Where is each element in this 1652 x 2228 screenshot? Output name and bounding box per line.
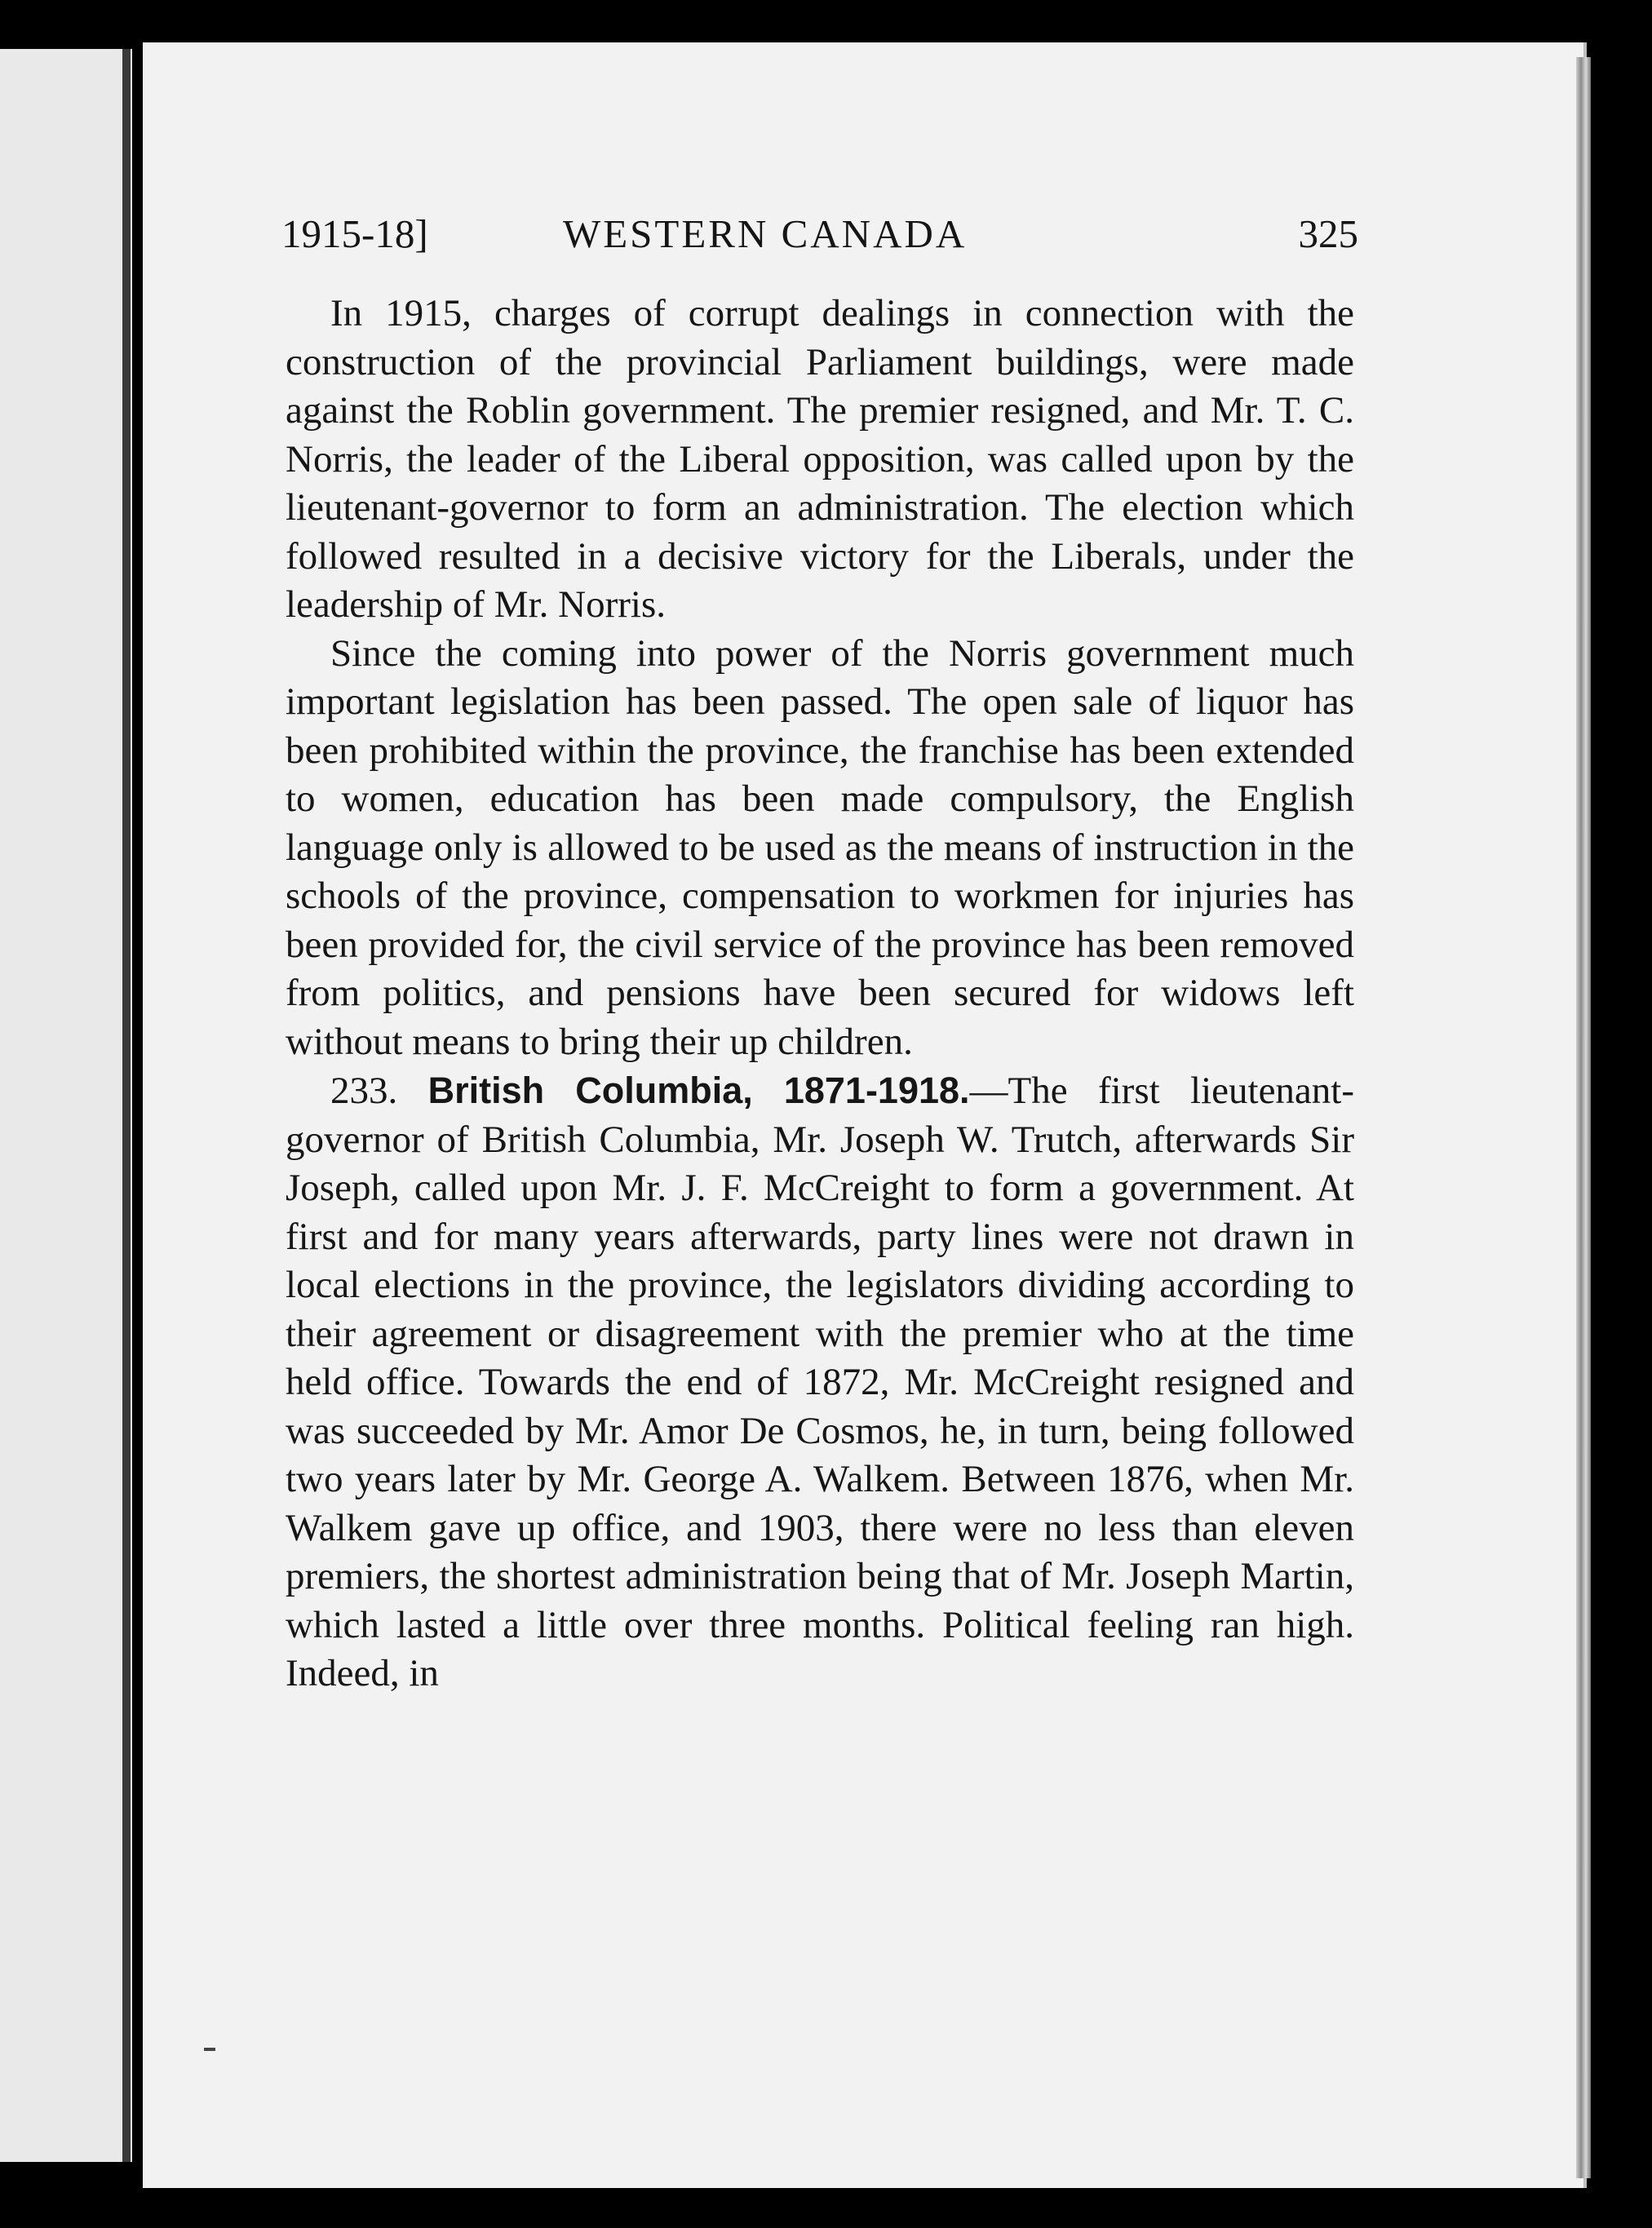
facing-page-edge (0, 49, 132, 2162)
section-heading: British Columbia, 1871-1918. (427, 1070, 970, 1111)
scan-speck (204, 2048, 215, 2051)
paragraph-british-columbia (286, 1066, 1354, 1699)
section-number: 233. (330, 1070, 398, 1112)
page-stack-edge (1576, 57, 1591, 2178)
scan-border-right (1591, 0, 1652, 2228)
paragraph-norris-legislation: Since the coming into power of the Norris government much important legislation has been passed. The open sale of liquor has been prohibited within the province, the franchise has been extended to women, education has been made compulsory, the English language only is allowed to be used as the means of instruction in the schools of the province, compensation to workmen for injuries has been provided for, the civil service of the province has been removed from politics, and pensions have been secured for widows left without means to bring their up children. (286, 631, 1354, 1063)
paragraph-manitoba-1915: In 1915, charges of corrupt dealings in connection with the construction of the provincial Parliament buildings, were made against the Roblin government. The premier resigned, and Mr. T. C. Norris, the leader of the Liberal opposition, was called upon by the lieutenant-governor to form an administration. The election which followed resulted in a decisive victory for the Liberals, under the leadership of Mr. Norris. (286, 292, 1354, 626)
running-header-years: 1915-18] (281, 211, 428, 256)
page-number: 325 (1298, 211, 1358, 256)
page-body (286, 290, 1354, 1699)
book-gutter (122, 49, 131, 2162)
running-header (281, 210, 1358, 268)
running-header-title: WESTERN CANADA (563, 211, 968, 256)
section-text: —The first lieutenant-governor of British Columbia, Mr. Joseph W. Trutch, afterwards Sir Joseph, called upon Mr. J. F. McCreight to form a government. At first and for many years afterwards, party lines were not drawn in local elections in the province, the legislators dividing according to their agreement or disagreement with the premier who at the time held office. Towards the end of 1872, Mr. McCreight resigned and was succeeded by Mr. Amor De Cosmos, he, in turn, being followed two years later by Mr. George A. Walkem. Between 1876, when Mr. Walkem gave up office, and 1903, there were no less than eleven premiers, the shortest administration being that of Mr. Joseph Martin, which lasted a little over three months. Political feeling ran high. Indeed, in (286, 1070, 1354, 1694)
